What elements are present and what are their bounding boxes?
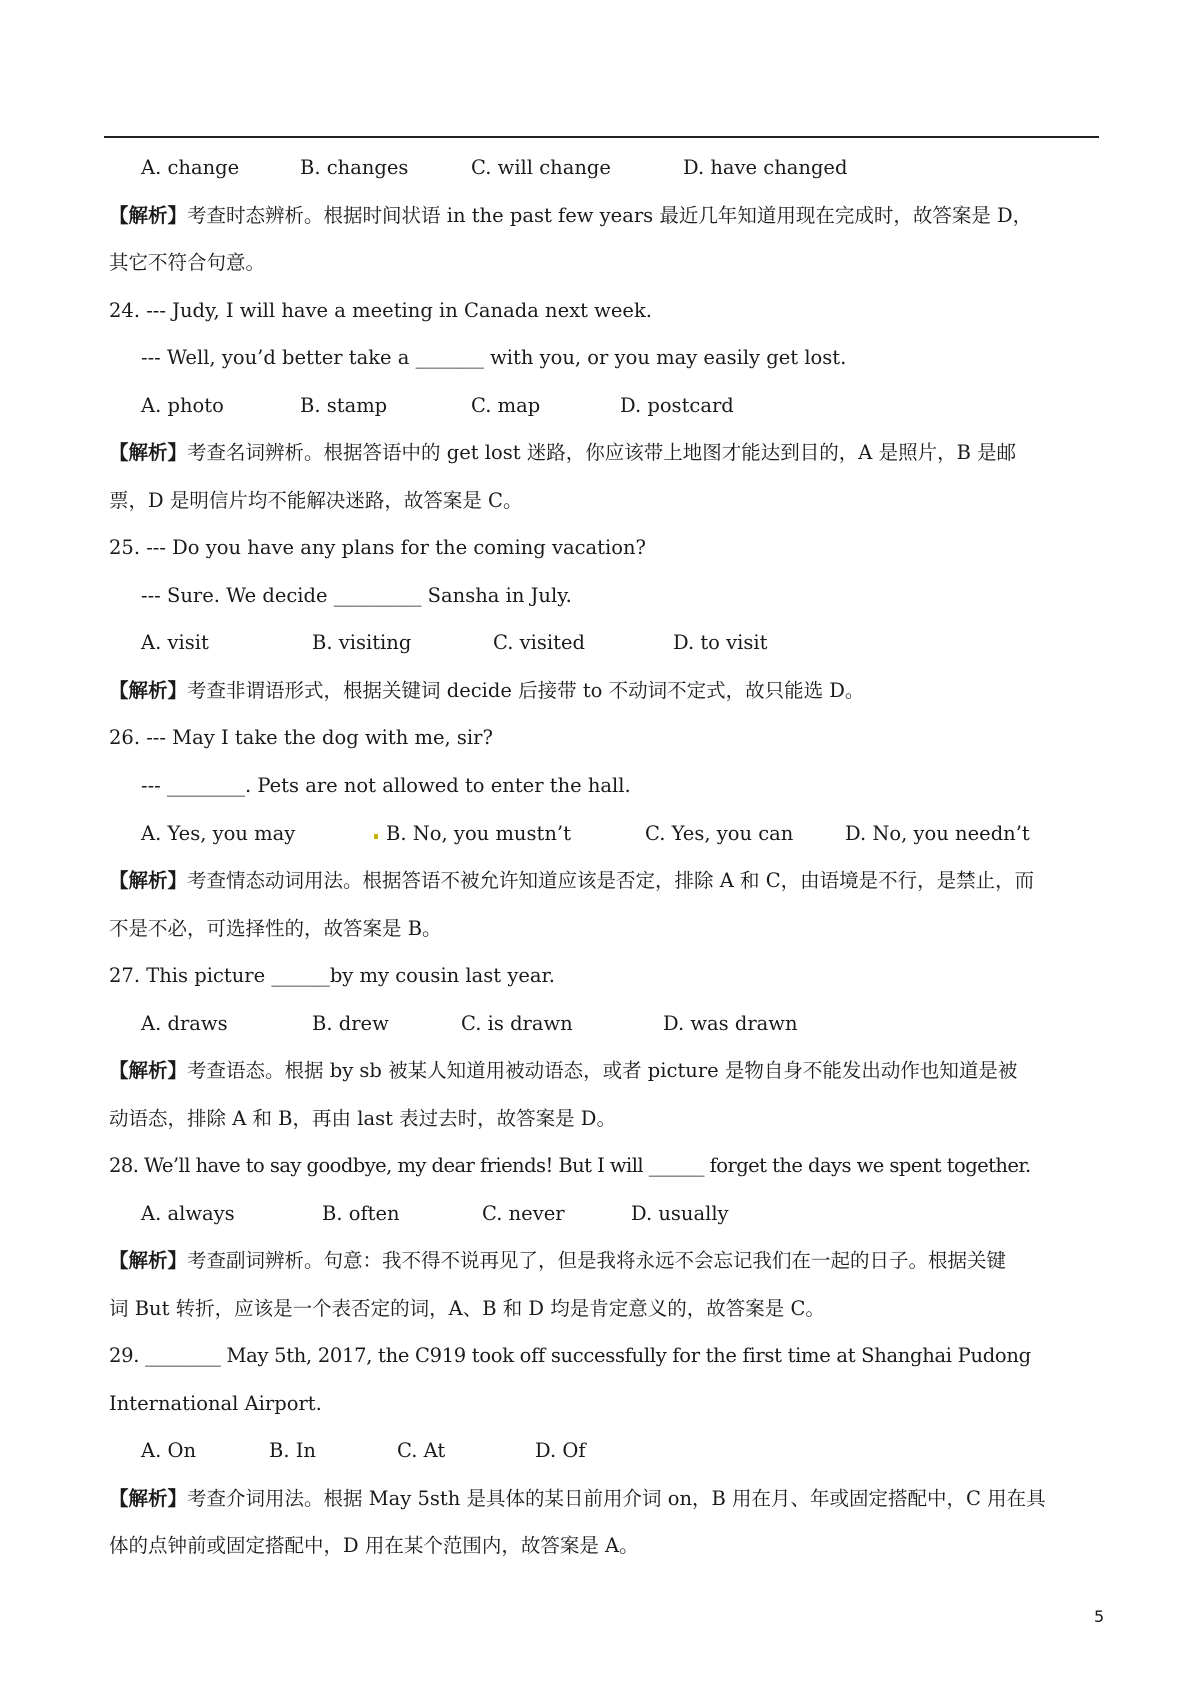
q24-option-d: D. postcard xyxy=(620,394,734,417)
q29-analysis-line-1: 【解析】考查介词用法。根据 May 5sth 是具体的某日前用介词 on，B 用在月、年或固定搭配中，C 用在具 xyxy=(109,1487,1046,1510)
q24-option-b: B. stamp xyxy=(300,394,388,417)
q25-analysis-line-1: 【解析】考查非谓语形式，根据关键词 decide 后接带 to 不动词不定式，故只能选 D。 xyxy=(109,679,865,702)
analysis-label: 【解析】 xyxy=(109,204,188,227)
q24-option-a: A. photo xyxy=(141,394,224,417)
page-number: 5 xyxy=(1094,1607,1105,1626)
header-rule xyxy=(104,136,1099,138)
analysis-label: 【解析】 xyxy=(109,679,188,702)
q28-option-a: A. always xyxy=(141,1202,235,1225)
q23-option-d: D. have changed xyxy=(683,156,848,179)
q23-option-c: C. will change xyxy=(471,156,611,179)
q27-option-b: B. drew xyxy=(312,1012,389,1035)
q27-option-d: D. was drawn xyxy=(663,1012,798,1035)
q26-option-b: B. No, you mustn’t xyxy=(386,822,571,845)
q23-option-b: B. changes xyxy=(300,156,409,179)
analysis-label: 【解析】 xyxy=(109,869,188,892)
analysis-label: 【解析】 xyxy=(109,1059,188,1082)
q27-analysis-line-2: 动语态，排除 A 和 B，再由 last 表过去时，故答案是 D。 xyxy=(109,1107,616,1130)
q28-option-c: C. never xyxy=(482,1202,565,1225)
q23-option-a: A. change xyxy=(141,156,240,179)
q27-option-a: A. draws xyxy=(141,1012,228,1035)
analysis-label: 【解析】 xyxy=(109,1249,188,1272)
q27-analysis-line-1: 【解析】考查语态。根据 by sb 被某人知道用被动语态，或者 picture 是物自身不能发出动作也知道是被 xyxy=(109,1059,1018,1082)
q25-option-b: B. visiting xyxy=(312,631,412,654)
q28-option-b: B. often xyxy=(322,1202,400,1225)
q29-analysis-line-2: 体的点钟前或固定搭配中，D 用在某个范围内，故答案是 A。 xyxy=(109,1534,639,1557)
q24-answer-prompt: --- Well, you’d better take a _______ with you, or you may easily get lost. xyxy=(141,346,847,369)
q29-question-line-2: International Airport. xyxy=(109,1392,322,1415)
q25-answer-prompt: --- Sure. We decide _________ Sansha in July. xyxy=(141,584,572,607)
q25-option-a: A. visit xyxy=(141,631,209,654)
q24-analysis-line-2: 票，D 是明信片均不能解决迷路，故答案是 C。 xyxy=(109,489,523,512)
q23-analysis-line-1: 【解析】考查时态辨析。根据时间状语 in the past few years 最近几年知道用现在完成时，故答案是 D， xyxy=(109,204,1033,227)
q28-analysis-line-1: 【解析】考查副词辨析。句意：我不得不说再见了，但是我将永远不会忘记我们在一起的日子。根据关键 xyxy=(109,1249,1007,1272)
q29-option-a: A. On xyxy=(141,1439,197,1462)
q28-question: 28. We’ll have to say goodbye, my dear friends! But I will ______ forget the days we spent together. xyxy=(109,1154,1031,1177)
q26-option-a: A. Yes, you may xyxy=(141,822,296,845)
q28-analysis-line-2: 词 But 转折，应该是一个表否定的词，A、B 和 D 均是肯定意义的，故答案是 C。 xyxy=(109,1297,825,1320)
q27-option-c: C. is drawn xyxy=(461,1012,573,1035)
q27-question: 27. This picture ______by my cousin last year. xyxy=(109,964,555,987)
q28-option-d: D. usually xyxy=(631,1202,729,1225)
q25-option-d: D. to visit xyxy=(673,631,768,654)
stray-mark xyxy=(374,834,378,839)
q24-question: 24. --- Judy, I will have a meeting in Canada next week. xyxy=(109,299,652,322)
q24-option-c: C. map xyxy=(471,394,541,417)
q29-option-b: B. In xyxy=(269,1439,316,1462)
q26-answer-prompt: --- ________. Pets are not allowed to enter the hall. xyxy=(141,774,631,797)
analysis-label: 【解析】 xyxy=(109,441,188,464)
q26-option-d: D. No, you needn’t xyxy=(845,822,1030,845)
q26-analysis-line-2: 不是不必，可选择性的，故答案是 B。 xyxy=(109,917,442,940)
q25-option-c: C. visited xyxy=(493,631,585,654)
q29-option-c: C. At xyxy=(397,1439,446,1462)
q26-question: 26. --- May I take the dog with me, sir? xyxy=(109,726,493,749)
q23-analysis-line-2: 其它不符合句意。 xyxy=(109,251,266,274)
analysis-label: 【解析】 xyxy=(109,1487,188,1510)
q26-analysis-line-1: 【解析】考查情态动词用法。根据答语不被允许知道应该是否定，排除 A 和 C，由语境是不行，是禁止，而 xyxy=(109,869,1035,892)
q29-option-d: D. Of xyxy=(535,1439,586,1462)
q25-question: 25. --- Do you have any plans for the coming vacation? xyxy=(109,536,646,559)
q26-option-c: C. Yes, you can xyxy=(645,822,794,845)
q24-analysis-line-1: 【解析】考查名词辨析。根据答语中的 get lost 迷路，你应该带上地图才能达到目的，A 是照片，B 是邮 xyxy=(109,441,1017,464)
q29-question-line-1: 29. ________ May 5th, 2017, the C919 took off successfully for the first time at Shanghai Pudong xyxy=(109,1344,1031,1367)
